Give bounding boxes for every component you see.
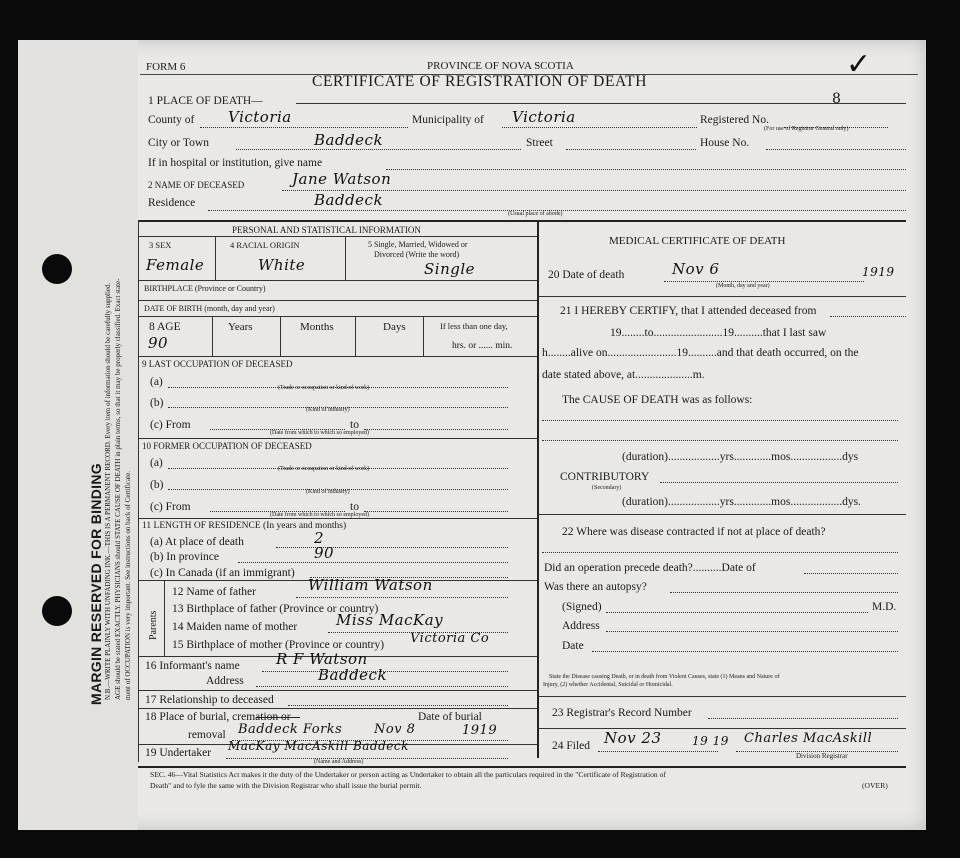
binder-hole-icon [42,596,72,626]
occ-line [364,511,508,512]
province-label: PROVINCE OF NOVA SCOTIA [427,60,574,72]
undertaker-value: MacKay MacAskill Baddeck [228,739,409,753]
autopsy-label: Was there an autopsy? [544,581,647,593]
med-address-label: Address [562,620,600,632]
removal-label: removal [188,729,226,741]
certify-line: date stated above, at....................m. [542,369,705,381]
check-mark-icon: ✓ [846,47,872,82]
medical-line [708,718,898,719]
grid-rule [138,356,537,357]
grid-rule [138,316,537,317]
marital-label: Divorced (Write the word) [374,250,460,259]
residence-line [276,547,508,548]
residence-note: (Usual place of abode) [508,211,563,217]
undertaker-note: (Name and Address) [314,759,364,765]
registrar-signature: Charles MacAskill [744,731,873,746]
informant-address-value: Baddeck [318,666,388,684]
parents-side-label: Parents [148,610,159,640]
in-province-label: (b) In province [150,551,219,563]
grid-rule [138,236,537,237]
occ-c-label: (c) From [150,419,191,431]
city-line [236,149,521,150]
medical-line [606,612,868,613]
marital-label: 5 Single, Married, Widowed or [368,240,468,249]
binder-hole-icon [42,254,72,284]
municipality-line [502,127,697,128]
medical-heading: MEDICAL CERTIFICATE OF DEATH [609,235,786,247]
relationship-label: 17 Relationship to deceased [145,694,274,706]
registered-no-label: Registered No. [700,114,769,126]
occ-line [364,429,508,430]
medical-line [660,482,898,483]
in-canada-label: (c) In Canada (if an immigrant) [150,567,295,579]
informant-label: 16 Informant's name [145,660,240,672]
parent-line [296,597,508,598]
father-value: William Watson [308,576,433,594]
grid-divider [423,316,424,356]
date-note: (Date from which to which so employed) [270,512,369,518]
occ-c-label: (c) From [150,501,191,513]
trade-note: (Trade or occupation or kind of work) [278,385,370,391]
grid-left [138,220,139,762]
occ-b-label: (b) [150,397,164,409]
occ-b-label: (b) [150,479,164,491]
contracted-label: 22 Where was disease contracted if not at place of death? [562,526,826,538]
grid-rule [537,696,906,697]
grid-rule [138,518,537,519]
medical-line [664,281,864,282]
burial-label: 18 Place of burial, cremation or [145,711,291,723]
hospital-label: If in hospital or institution, give name [148,157,323,169]
contributory-label: CONTRIBUTORY [560,471,650,483]
trade-note: (Trade or occupation or kind of work) [278,466,370,472]
relationship-line [288,705,508,706]
date-note: (Month, day and year) [716,283,770,289]
dob-label: DATE OF BIRTH (month, day and year) [144,304,275,313]
state-note: Injury, (2) whether Accidental, Suicidal or Homicidal. [543,682,673,688]
grid-divider [537,220,539,758]
cause-label: The CAUSE OF DEATH was as follows: [562,394,753,406]
residence-label: Residence [148,197,196,209]
grid-rule [138,220,906,222]
medical-line [606,631,898,632]
page-title: CERTIFICATE OF REGISTRATION OF DEATH [312,73,647,90]
grid-rule [138,708,537,709]
mother-birth-value: Victoria Co [410,631,490,646]
burial-date-label: Date of burial [418,711,482,723]
residence-length-heading: 11 LENGTH OF RESIDENCE (In years and months) [142,521,347,531]
secondary-note: (Secondary) [592,485,622,491]
date-of-death-label: 20 Date of death [548,269,625,281]
grid-rule [537,514,906,515]
house-no-label: House No. [700,137,750,149]
duration-line: (duration)..................yrs.............mos..................dys. [622,496,861,508]
undertaker-line [226,758,508,759]
grid-rule [138,300,537,301]
medical-line [670,592,898,593]
instruction-note: N.B.—WRITE PLAINLY WITH UNFADING INK.—THIS IS A PERMANENT RECORD. Every item of information should be carefully supplied. [104,282,112,700]
name-label: 2 NAME OF DECEASED [148,180,245,190]
date-note: (Date from which to which so employed) [270,430,369,436]
sex-label: 3 SEX [149,240,172,250]
grid-divider [345,236,346,280]
instruction-note: ment of OCCUPATION is very important. See instructions on back of Certificate. [124,471,132,700]
signed-label: (Signed) [562,601,602,613]
last-occupation-heading: 9 LAST OCCUPATION OF DECEASED [142,359,293,369]
filed-label: 24 Filed [552,740,591,752]
house-line [766,149,906,150]
in-province-value: 90 [314,544,335,562]
city-label: City or Town [148,137,209,149]
grid-divider [212,316,213,356]
less-day-label: If less than one day, [440,321,508,331]
county-label: County of [148,114,195,126]
registered-note: (For use of Registrar General only) [764,126,849,132]
county-value: Victoria [228,108,292,126]
days-label: Days [383,321,406,333]
instruction-note: AGE should be stated EXACTLY. PHYSICIANS should STATE CAUSE OF DEATH in plain terms, so that it may be properly classified. Exact state- [114,278,122,700]
residence-line [238,562,508,563]
occ-a-label: (a) [150,457,163,469]
burial-date-value: Nov 8 [374,722,416,737]
personal-heading: PERSONAL AND STATISTICAL INFORMATION [232,225,421,235]
medical-line [542,552,898,553]
city-value: Baddeck [314,131,384,149]
registered-no-value: 8 [832,91,842,107]
over-label: (OVER) [862,781,888,790]
county-line [200,127,408,128]
strike-through [256,717,300,718]
filed-value: Nov 23 [604,729,662,747]
record-number-label: 23 Registrar's Record Number [552,707,692,719]
father-label: 12 Name of father [172,586,256,598]
place-heading: 1 PLACE OF DEATH— [148,95,263,107]
medical-line [592,651,898,652]
medical-line [542,420,898,421]
certify-line: 19........to........................19..........that I last saw [610,327,827,339]
occ-a-label: (a) [150,376,163,388]
years-label: Years [228,321,253,333]
grid-rule [138,438,537,439]
sex-value: Female [146,256,205,274]
marital-value: Single [424,260,476,278]
medical-line [830,316,906,317]
informant-value: R F Watson [276,650,368,668]
binding-margin-label: MARGIN RESERVED FOR BINDING [88,463,104,705]
death-year-value: 1919 [862,265,895,279]
age-value: 90 [148,334,169,352]
certify-line: h........alive on........................19..........and that death occurred, on the [542,347,859,359]
medical-line [598,751,718,752]
industry-note: (Kind of industry) [306,489,350,495]
certify-line: 21 I HEREBY CERTIFY, that I attended deceased from [560,305,817,317]
med-date-label: Date [562,640,584,652]
footer-text: Death" and to fyle the same with the Division Registrar who shall issue the burial permit. [150,781,422,790]
burial-year-value: 1919 [462,723,498,738]
grid-rule [138,690,537,691]
state-note: State the Disease causing Death, or in death from Violent Causes, state (1) Means and Nature of [549,674,780,680]
hrs-min-label: hrs. or ...... min. [452,341,513,351]
grid-rule [537,296,906,297]
informant-line [256,686,508,687]
occ-to-label: to [350,501,359,513]
deceased-name-value: Jane Watson [292,170,392,188]
at-place-value: 2 [314,529,325,547]
grid-rule [537,728,906,729]
municipality-value: Victoria [512,108,576,126]
undertaker-label: 19 Undertaker [145,747,212,759]
mother-birth-label: 15 Birthplace of mother (Province or country) [172,639,385,651]
months-label: Months [300,321,334,333]
medical-line [542,440,898,441]
municipality-label: Municipality of [412,114,484,126]
duration-line: (duration)..................yrs.............mos..................dys [622,451,859,463]
birthplace-label: BIRTHPLACE (Province or Country) [144,284,266,293]
residence-value: Baddeck [314,191,384,209]
street-label: Street [526,137,553,149]
filed-year-value: 19 19 [692,734,729,748]
medical-line [804,573,898,574]
hospital-line [386,169,906,170]
grid-divider [355,316,356,356]
form-label: FORM 6 [146,61,186,73]
grid-rule [138,280,537,281]
grid-divider [164,580,165,656]
age-label: 8 AGE [149,321,181,333]
informant-address-label: Address [206,675,244,687]
footer-rule [138,766,906,768]
registrar-note: Division Registrar [796,752,848,760]
operation-label: Did an operation precede death?..........Date of [544,562,756,574]
street-line [566,149,696,150]
grid-divider [280,316,281,356]
mother-label: 14 Maiden name of mother [172,621,298,633]
md-label: M.D. [872,601,897,613]
burial-place-value: Baddeck Forks [238,722,343,737]
occ-to-label: to [350,419,359,431]
header-rule [140,74,918,75]
footer-text: SEC. 46—Vital Statistics Act makes it the duty of the Undertaker or person acting as Undertaker to obtain all the particulars required in the "Certificate of Registration of [150,770,666,779]
rule [296,103,906,104]
father-birth-label: 13 Birthplace of father (Province or country) [172,603,379,615]
grid-divider [215,236,216,280]
racial-value: White [258,256,306,274]
mother-value: Miss MacKay [336,611,444,629]
racial-label: 4 RACIAL ORIGIN [230,240,300,250]
former-occupation-heading: 10 FORMER OCCUPATION OF DECEASED [142,441,312,451]
date-of-death-value: Nov 6 [672,260,720,278]
industry-note: (Kind of industry) [306,407,350,413]
at-place-label: (a) At place of death [150,536,244,548]
